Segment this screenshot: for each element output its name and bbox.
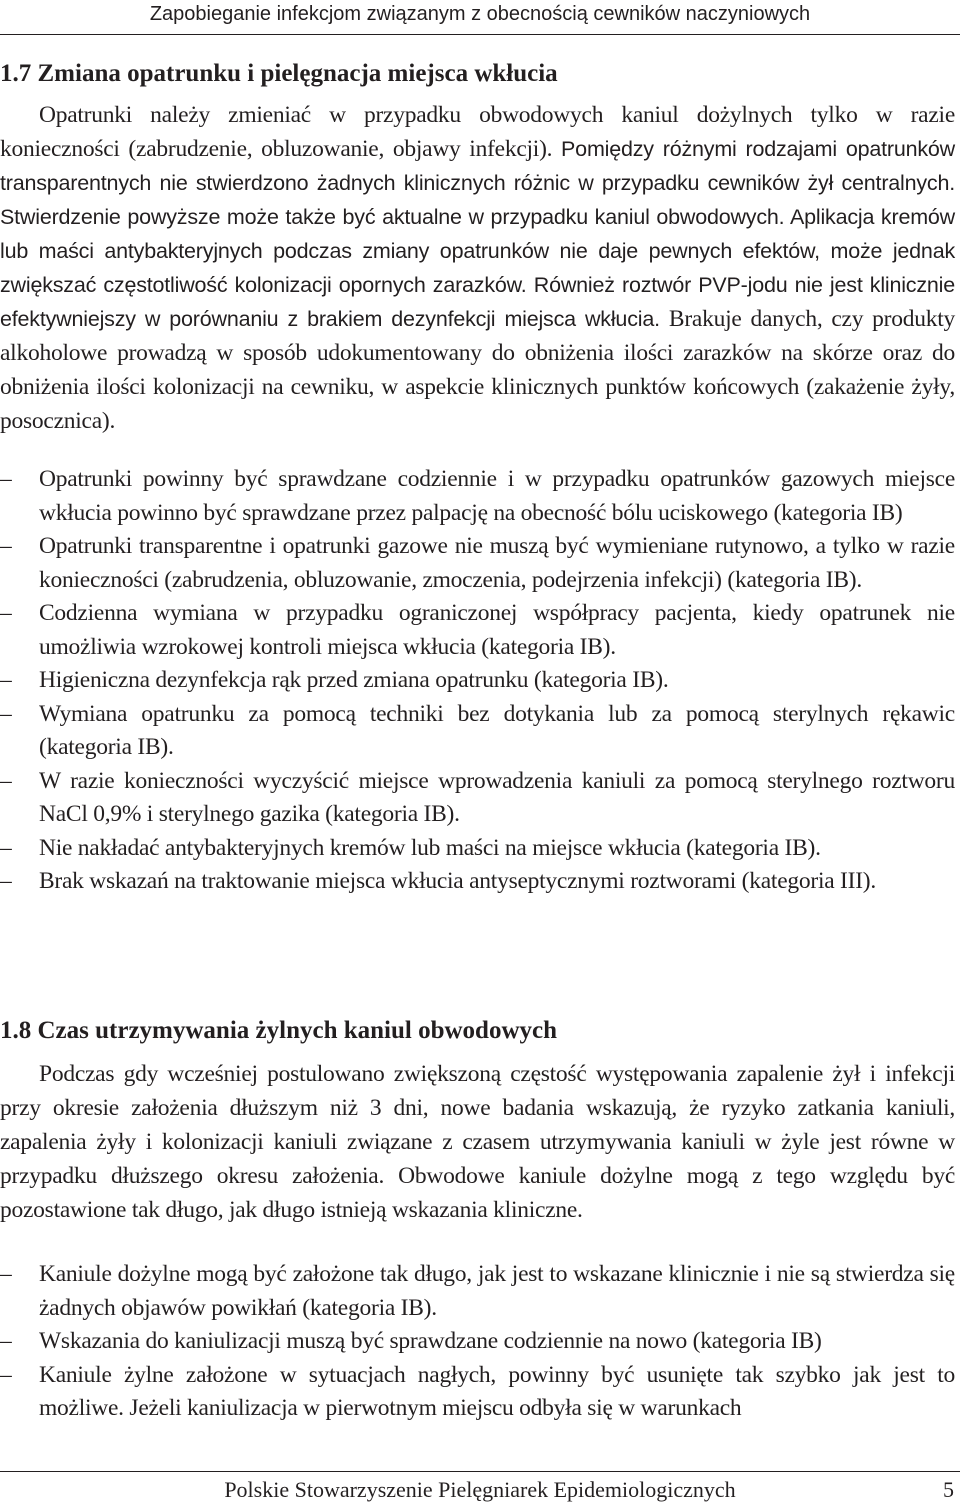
dash-marker: – [0, 767, 12, 794]
footer-organization: Polskie Stowarzyszenie Pielęgniarek Epidemiologicznych [224, 1477, 736, 1502]
list-item [0, 765, 955, 832]
list-item-text: Kaniule dożylne mogą być założone tak długo, jak jest to wskazane klinicznie i nie są stwierdza się żadnych objawów powikłań (kategoria IB). [39, 1261, 955, 1321]
dash-marker: – [0, 533, 12, 559]
paragraph-text-serif-b: Brakuje danych, czy produkty alkoholowe prowadzą w sposób udokumentowany do obniżenia ilości zarazków na skórze oraz do obniżenia ilości kolonizacji na cewniku, w aspekcie klinicznych punktów końcowych (zakażenie żyły, posocznica). [0, 306, 956, 434]
paragraph-text-sans: Pomiędzy różnymi rodzajami opatrunków transparentnych nie stwierdzono żadnych klinicznych różnic w przypadku cewników żył centralnych. Stwierdzenie powyższe może także być aktualne w przypadku kaniul obwodowych. Aplikacja kremów lub maści antybakteryjnych podczas zmiany opatrunków nie daje pewnych efektów, może jednak zwiększać częstotliwość kolonizacji opornych zarazków. Również roztwór PVP-jodu nie jest klinicznie efektywniejszy w porównaniu z brakiem dezynfekcji miejsca wkłucia. [0, 137, 955, 331]
list-item [0, 1258, 955, 1325]
list-item-text: Opatrunki transparentne i opatrunki gazowe nie muszą być wymieniane rutynowo, a tylko w razie konieczności (zabrudzenia, obluzowanie, zmoczenia, podejrzenia infekcji) (kategoria IB). [39, 533, 955, 593]
list-item [0, 597, 955, 664]
list-item [0, 832, 955, 866]
dash-marker: – [0, 1328, 12, 1354]
list-item [0, 664, 955, 698]
section-1-8-paragraph: Podczas gdy wcześniej postulowano zwiększoną częstość występowania zapalenie żył i infekcji przy okresie założenia dłuższym niż 3 dni, nowe badania wskazują, że ryzyko zatkania kaniuli, zapalenia żyły i kolonizacji kaniuli związane z czasem utrzymywania kaniuli w żyle jest równe w przypadku dłuższego okresu założenia. Obwodowe kaniule dożylne mogą z tego względu być pozostawione tak długo, jak długo istnieją wskazania kliniczne. [0, 1061, 955, 1223]
section-1-7-paragraph [0, 98, 955, 438]
list-item-text: Nie nakładać antybakteryjnych kremów lub maści na miejsce wkłucia (kategoria IB). [39, 834, 821, 861]
page-number: 5 [943, 1477, 954, 1502]
section-heading-1-8: 1.8 Czas utrzymywania żylnych kaniul obwodowych [0, 1017, 557, 1044]
list-item-text: Brak wskazań na traktowanie miejsca wkłucia antyseptycznymi roztworami (kategoria III). [39, 868, 876, 894]
dash-marker: – [0, 1261, 12, 1287]
list-item [0, 463, 955, 530]
list-item [0, 1359, 955, 1426]
dash-marker: – [0, 600, 12, 626]
footer-divider [0, 1471, 960, 1472]
dash-marker: – [0, 700, 12, 727]
dash-marker: – [0, 1361, 12, 1388]
list-item-text: Kaniule żylne założone w sytuacjach nagłych, powinny być usunięte tak szybko jak jest to możliwe. Jeżeli kaniulizacja w pierwotnym miejscu odbyła się w warunkach [39, 1361, 955, 1421]
list-item-text: Wymiana opatrunku za pomocą techniki bez dotykania lub za pomocą sterylnych rękawic (kategoria IB). [39, 700, 955, 760]
list-item-text: Wskazania do kaniulizacji muszą być sprawdzane codziennie na nowo (kategoria IB) [39, 1328, 822, 1354]
running-header: Zapobieganie infekcjom związanym z obecnością cewników naczyniowych [149, 3, 811, 25]
section-heading-1-7: 1.7 Zmiana opatrunku i pielęgnacja miejsca wkłucia [0, 60, 558, 87]
dash-marker: – [0, 667, 12, 693]
list-item [0, 865, 955, 899]
list-item [0, 530, 955, 597]
header-divider [0, 34, 960, 35]
dash-marker: – [0, 868, 12, 894]
dash-marker: – [0, 834, 12, 861]
list-item-text: Higieniczna dezynfekcja rąk przed zmiana opatrunku (kategoria IB). [39, 667, 669, 693]
section-1-7-recommendations [0, 463, 955, 899]
list-item-text: Opatrunki powinny być sprawdzane codziennie i w przypadku opatrunków gazowych miejsce wkłucia powinno być sprawdzane przez palpację na obecność bólu uciskowego (kategoria IB) [39, 466, 955, 526]
dash-marker: – [0, 466, 12, 492]
section-1-8-recommendations [0, 1258, 955, 1426]
list-item-text: Codzienna wymiana w przypadku ograniczonej współpracy pacjenta, kiedy opatrunek nie umożliwia wzrokowej kontroli miejsca wkłucia (kategoria IB). [39, 600, 955, 660]
paragraph-text-serif-a: Opatrunki należy zmieniać w przypadku obwodowych kaniul dożylnych tylko w razie konieczności (zabrudzenie, obluzowanie, objawy infekcji). [0, 102, 955, 162]
list-item-text: W razie konieczności wyczyścić miejsce wprowadzenia kaniuli za pomocą sterylnego roztworu NaCl 0,9% i sterylnego gazika (kategoria IB). [39, 767, 955, 827]
list-item [0, 698, 955, 765]
list-item [0, 1325, 955, 1359]
